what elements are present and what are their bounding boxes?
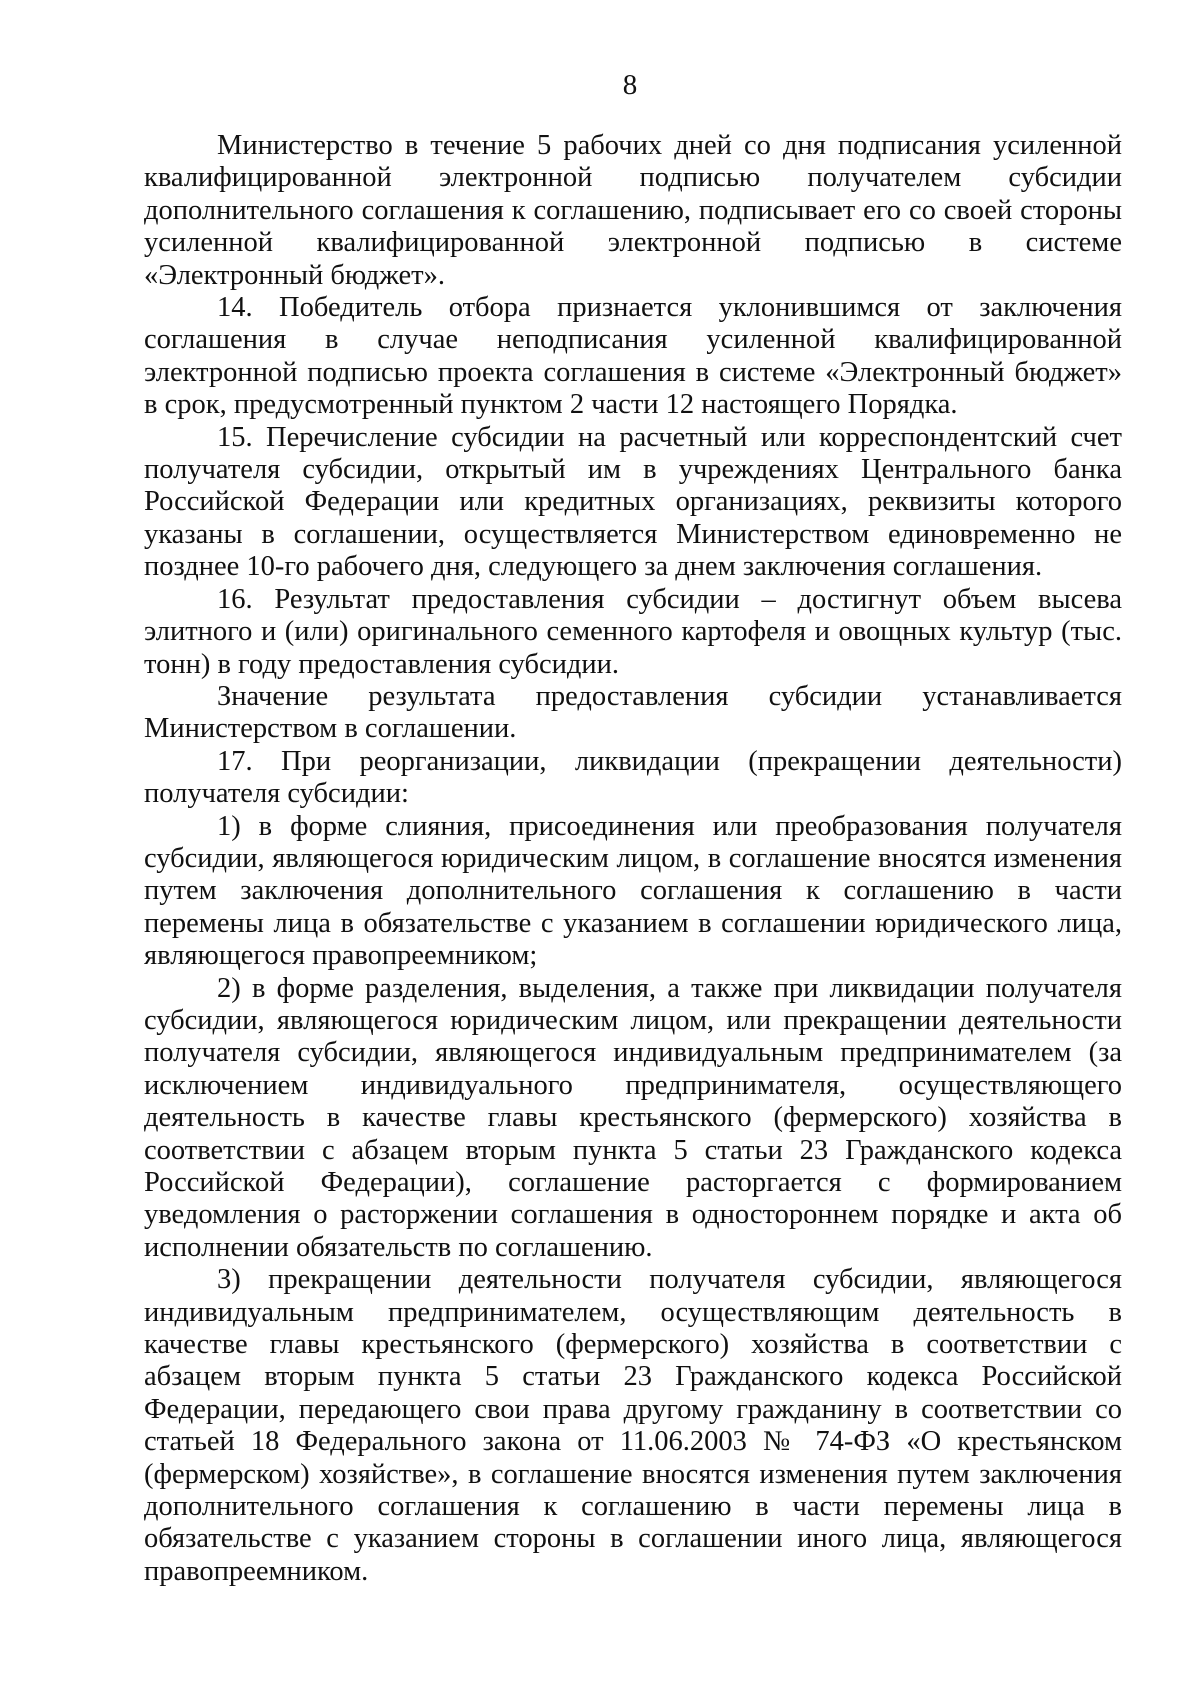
paragraph-16-result: 16. Результат предоставления субсидии – достигнут объем высева элитного и (или) оригинального семенного картофеля и овощных культур (тыс. тонн) в году предоставления субсидии. xyxy=(144,583,1122,680)
list-item-2-division: 2) в форме разделения, выделения, а также при ликвидации получателя субсидии, являющегося юридическим лицом, или прекращении деятельности получателя субсидии, являющегося индивидуальным предпринимателем (за исключением индивидуального предпринимателя, осуществляющего деятельность в качестве главы крестьянского (фермерского) хозяйства в соответствии с абзацем вторым пункта 5 статьи 23 Гражданского кодекса Российской Федерации), соглашение расторгается с формированием уведомления о расторжении соглашения в одностороннем порядке и акта об исполнении обязательств по соглашению. xyxy=(144,972,1122,1263)
list-item-1-merger: 1) в форме слияния, присоединения или преобразования получателя субсидии, являющегося юридическим лицом, в соглашение вносятся изменения путем заключения дополнительного соглашения к соглашению в части перемены лица в обязательстве с указанием в соглашении юридического лица, являющегося правопреемником; xyxy=(144,810,1122,972)
list-item-3-termination: 3) прекращении деятельности получателя субсидии, являющегося индивидуальным предпринимателем, осуществляющим деятельность в качестве главы крестьянского (фермерского) хозяйства в соответствии с абзацем вторым пункта 5 статьи 23 Гражданского кодекса Российской Федерации, передающего свои права другому гражданину в соответствии со статьей 18 Федерального закона от 11.06.2003 № 74-ФЗ «О крестьянском (фермерском) хозяйстве», в соглашение вносятся изменения путем заключения дополнительного соглашения к соглашению в части перемены лица в обязательстве с указанием стороны в соглашении иного лица, являющегося правопреемником. xyxy=(144,1264,1122,1587)
page-number: 8 xyxy=(622,69,638,101)
paragraph-17-reorganization: 17. При реорганизации, ликвидации (прекращении деятельности) получателя субсидии: xyxy=(144,745,1122,810)
paragraph-14-winner-evasion: 14. Победитель отбора признается уклонившимся от заключения соглашения в случае неподписания усиленной квалифицированной электронной подписью проекта соглашения в системе «Электронный бюджет» в срок, предусмотренный пунктом 2 части 12 настоящего Порядка. xyxy=(144,292,1122,421)
paragraph-signing-ministry: Министерство в течение 5 рабочих дней со дня подписания усиленной квалифицированной электронной подписью получателем субсидии дополнительного соглашения к соглашению, подписывает его со своей стороны усиленной квалифицированной электронной подписью в системе «Электронный бюджет». xyxy=(144,130,1122,291)
document-body xyxy=(144,130,1122,1588)
paragraph-15-transfer: 15. Перечисление субсидии на расчетный или корреспондентский счет получателя субсидии, открытый им в учреждениях Центрального банка Российской Федерации или кредитных организациях, реквизиты которого указаны в соглашении, осуществляется Министерством единовременно не позднее 10-го рабочего дня, следующего за днем заключения соглашения. xyxy=(144,421,1122,583)
paragraph-result-value: Значение результата предоставления субсидии устанавливается Министерством в соглашении. xyxy=(144,680,1122,745)
